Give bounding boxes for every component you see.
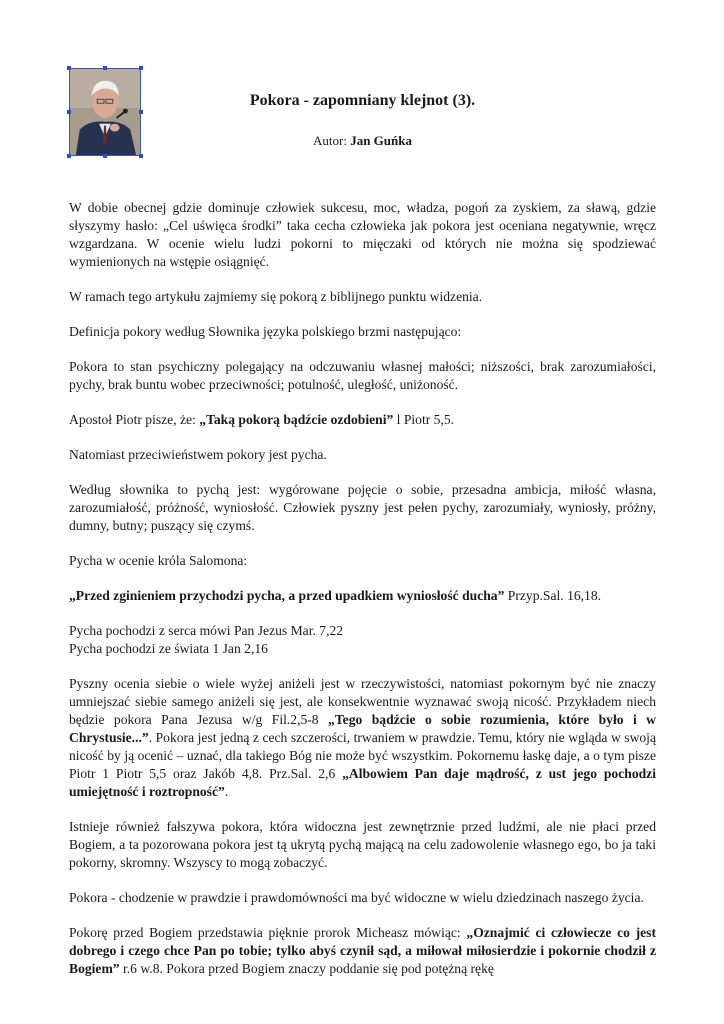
paragraph: [69, 587, 656, 605]
bible-quote: „Taką pokorą bądźcie ozdobieni”: [199, 412, 394, 427]
bible-quote: „Albowiem Pan daje mądrość, z ust jego pochodzi umiejętność i roztropność”: [69, 766, 656, 799]
paragraph: W ramach tego artykułu zajmiemy się pokorą z biblijnego punktu widzenia.: [69, 289, 483, 304]
article-body: [69, 199, 656, 995]
bible-quote: „Oznajmić ci człowiecze co jest dobrego i czego chce Pan po tobie; tylko abyś czynił sąd, a miłował miłosierdzie i pokornie chodził z Bogiem”: [69, 925, 656, 976]
paragraph: Pycha pochodzi ze świata 1 Jan 2,16: [69, 641, 268, 656]
author-name: Jan Guńka: [350, 133, 412, 148]
selection-handle[interactable]: [103, 66, 107, 70]
paragraph: [69, 411, 656, 429]
text-run: . Pokora jest jedną z cech szczerości, trwaniem w prawdzie. Temu, który nie wgląda w swoją nicość by ją ocenić – uznać, dla takiego Bóg nie może być wszystkim. Pokornemu łaskę daje, a o tym pisze Piotr 1 Piotr 5,5 oraz Jakób 4,8. Prz.Sal. 2,6: [69, 730, 656, 781]
bible-quote: „Przed zginieniem przychodzi pycha, a przed upadkiem wyniosłość ducha”: [69, 588, 505, 603]
paragraph: Według słownika to pychą jest: wygórowane pojęcie o sobie, przesadna ambicja, miłość własna, zarozumiałość, próżność, wyniosłość. Człowiek pyszny jest pełen pychy, zarozumiały, wyniosły, próżny, dumny, butny; puszący się czymś.: [69, 482, 656, 533]
paragraph: W dobie obecnej gdzie dominuje człowiek sukcesu, moc, władza, pogoń za zyskiem, za sławą, gdzie słyszymy hasło: „Cel uświęca środki” taka cecha człowieka jak pokora jest oceniana negatywnie, wręcz wzgardzana. W ocenie wielu ludzi pokorni to mięczaki od których nie można się spodziewać wymienionych na wstępie osiągnięć.: [69, 200, 656, 269]
text-run: Apostoł Piotr pisze, że:: [69, 412, 200, 427]
selection-handle[interactable]: [67, 66, 71, 70]
bible-quote: „Tego bądźcie o sobie rozumienia, które było i w Chrystusie...”: [69, 712, 657, 745]
selection-handle[interactable]: [139, 66, 143, 70]
text-run: .: [224, 784, 229, 799]
text-run: Pokorę przed Bogiem przedstawia pięknie prorok Micheasz mówiąc:: [69, 925, 467, 940]
selection-handle[interactable]: [139, 154, 143, 158]
article-title: Pokora - zapomniany klejnot (3).: [249, 92, 476, 109]
author-line: [69, 133, 656, 149]
paragraph: Pycha pochodzi z serca mówi Pan Jezus Mar. 7,22: [69, 623, 344, 638]
bible-reference: Przyp.Sal. 16,18.: [504, 588, 602, 603]
paragraph: Pokora to stan psychiczny polegający na odczuwaniu własnej małości; niższości, brak zarozumiałości, pychy, brak buntu wobec przeciwności; potulność, uległość, uniżoność.: [69, 359, 656, 392]
text-run: Pyszny ocenia siebie o wiele wyżej aniżeli jest w rzeczywistości, natomiast pokornym być nie znaczy umniejszać siebie samego aniżeli się jest, ale konsekwentnie wyznawać swoją nicość. Przykładem niech będzie pokora Pana Jezusa w/g Fil.2,5-8: [69, 676, 656, 727]
paragraph: [69, 924, 656, 978]
paragraph: Definicja pokory według Słownika języka polskiego brzmi następująco:: [69, 324, 462, 339]
selection-handle[interactable]: [139, 110, 143, 114]
selection-handle[interactable]: [103, 154, 107, 158]
paragraph: Istnieje również fałszywa pokora, która widoczna jest zewnętrznie przed ludźmi, ale nie płaci przed Bogiem, a ta pozorowana pokora jest tą ukrytą pychą mającą na celu zadowolenie własnego ego, bo ja taki pokorny, skromny. Wszyscy to mogą zobaczyć.: [69, 819, 656, 870]
text-run: r.6 w.8. Pokora przed Bogiem znaczy poddanie się pod potężną rękę: [119, 961, 494, 976]
paragraph: Pokora - chodzenie w prawdzie i prawdomówności ma być widoczne w wielu dziedzinach naszego życia.: [69, 890, 644, 905]
selection-handle[interactable]: [67, 110, 71, 114]
bible-reference: l Piotr 5,5.: [393, 412, 455, 427]
author-prefix: Autor:: [313, 133, 351, 148]
paragraph: [69, 675, 656, 801]
paragraph: Pycha w ocenie króla Salomona:: [69, 553, 248, 568]
selection-handle[interactable]: [67, 154, 71, 158]
paragraph: Natomiast przeciwieństwem pokory jest pycha.: [69, 447, 327, 462]
